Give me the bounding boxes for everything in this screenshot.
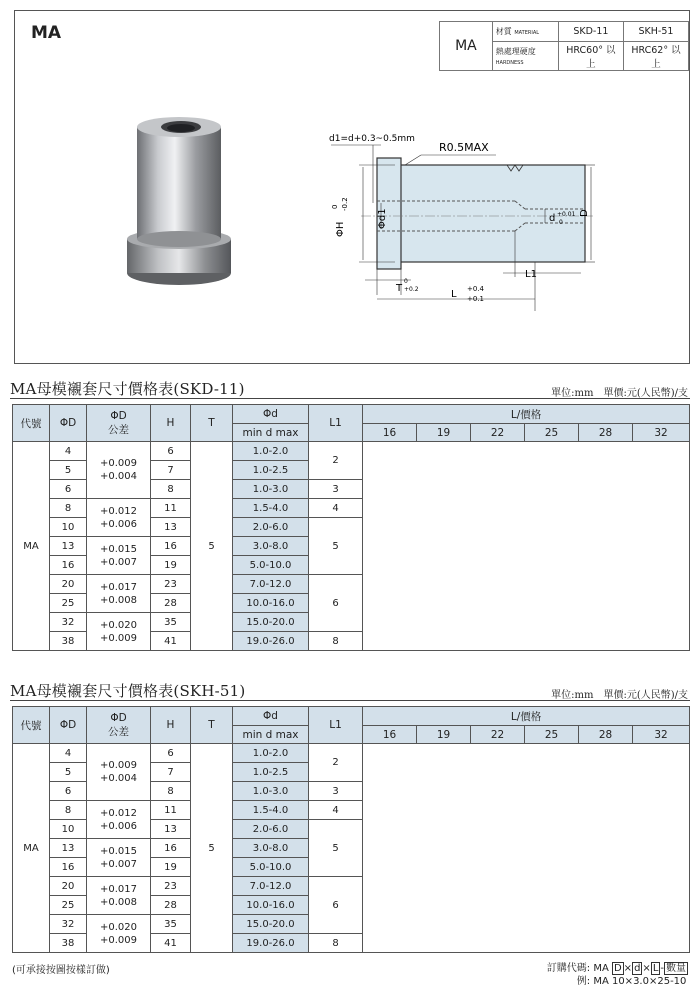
d-label: d <box>549 213 556 224</box>
order-code-block <box>547 962 688 988</box>
table2-rule <box>10 700 690 701</box>
cell-d: 5.0-10.0 <box>233 858 309 877</box>
cell-d: 1.0-2.5 <box>233 763 309 782</box>
cell-T: 5 <box>191 744 233 953</box>
cell-d: 19.0-26.0 <box>233 934 309 953</box>
cell-d: 10.0-16.0 <box>233 896 309 915</box>
cell-H: 11 <box>151 801 191 820</box>
cell-d: 3.0-8.0 <box>233 839 309 858</box>
cell-d: 1.0-2.0 <box>233 744 309 763</box>
price-table-skh51 <box>12 706 690 953</box>
cell-L1: 3 <box>309 782 363 801</box>
product-code: MA <box>31 23 62 43</box>
hardness-label: 熱處理硬度 HARDNESS <box>492 42 558 71</box>
cell-D: 38 <box>50 632 87 651</box>
custom-order-note: (可承接按圖按樣訂做) <box>12 965 110 976</box>
H-label: ΦH <box>335 221 346 237</box>
price-area <box>363 442 690 651</box>
cell-L1: 2 <box>309 744 363 782</box>
cell-H: 13 <box>151 820 191 839</box>
svg-text:-0.2: -0.2 <box>341 197 349 211</box>
header-d: Φd <box>233 405 309 424</box>
cell-D: 4 <box>50 442 87 461</box>
cell-L1: 6 <box>309 575 363 632</box>
hardness-skd11: HRC60° 以上 <box>558 42 623 71</box>
cell-D: 13 <box>50 537 87 556</box>
cell-H: 6 <box>151 744 191 763</box>
cell-tol: +0.015 +0.007 <box>87 537 151 575</box>
header-L1: L1 <box>309 405 363 442</box>
material-label: 材質 MATERIAL <box>492 22 558 42</box>
header-L-16: 16 <box>363 424 417 442</box>
header-L-32: 32 <box>633 424 690 442</box>
T-label: T <box>396 283 403 294</box>
header-L-28: 28 <box>579 424 633 442</box>
cell-code: MA <box>13 442 50 651</box>
header-D-tol: ΦD 公差 <box>87 707 151 744</box>
header-H: H <box>151 707 191 744</box>
cell-D: 25 <box>50 896 87 915</box>
bushing-photo <box>119 111 234 301</box>
header-D: ΦD <box>50 707 87 744</box>
cell-H: 28 <box>151 896 191 915</box>
cell-tol: +0.017 +0.008 <box>87 877 151 915</box>
cell-H: 41 <box>151 632 191 651</box>
d1-label: Φd1 <box>377 208 388 229</box>
header-L-28: 28 <box>579 726 633 744</box>
price-area <box>363 744 690 953</box>
cell-d: 7.0-12.0 <box>233 575 309 594</box>
material-table-code: MA <box>440 22 493 71</box>
cell-D: 32 <box>50 915 87 934</box>
cell-D: 5 <box>50 763 87 782</box>
cell-tol: +0.009 +0.004 <box>87 442 151 499</box>
cell-H: 6 <box>151 442 191 461</box>
cell-d: 3.0-8.0 <box>233 537 309 556</box>
svg-text:0: 0 <box>404 278 408 285</box>
cell-d: 7.0-12.0 <box>233 877 309 896</box>
cell-H: 28 <box>151 594 191 613</box>
header-d-sub: min d max <box>233 424 309 442</box>
cell-H: 11 <box>151 499 191 518</box>
cell-D: 10 <box>50 820 87 839</box>
svg-text:+0.4: +0.4 <box>467 285 484 293</box>
cell-d: 15.0-20.0 <box>233 613 309 632</box>
D-label: D <box>579 209 590 217</box>
header-D: ΦD <box>50 405 87 442</box>
cell-H: 19 <box>151 556 191 575</box>
svg-text:+0.01: +0.01 <box>557 211 576 218</box>
table1-rule <box>10 398 690 399</box>
cell-d: 2.0-6.0 <box>233 518 309 537</box>
header-L: L/價格 <box>363 707 690 726</box>
d1-note: d1=d+0.3~0.5mm <box>329 134 415 144</box>
cell-tol: +0.020 +0.009 <box>87 613 151 651</box>
cell-L1: 2 <box>309 442 363 480</box>
header-d: Φd <box>233 707 309 726</box>
cell-d: 2.0-6.0 <box>233 820 309 839</box>
cell-H: 7 <box>151 461 191 480</box>
header-code: 代號 <box>13 707 50 744</box>
cell-tol: +0.012 +0.006 <box>87 801 151 839</box>
cell-D: 38 <box>50 934 87 953</box>
header-T: T <box>191 707 233 744</box>
cell-D: 10 <box>50 518 87 537</box>
cell-D: 8 <box>50 499 87 518</box>
cell-D: 4 <box>50 744 87 763</box>
header-H: H <box>151 405 191 442</box>
header-code: 代號 <box>13 405 50 442</box>
table1-title: MA母模襯套尺寸價格表(SKD-11) <box>10 380 245 398</box>
grade-skh51: SKH-51 <box>623 22 688 42</box>
cell-code: MA <box>13 744 50 953</box>
cell-d: 1.0-2.5 <box>233 461 309 480</box>
header-D-tol: ΦD 公差 <box>87 405 151 442</box>
header-L-19: 19 <box>417 726 471 744</box>
cell-H: 8 <box>151 480 191 499</box>
cell-L1: 3 <box>309 480 363 499</box>
cell-d: 1.0-2.0 <box>233 442 309 461</box>
cell-H: 16 <box>151 537 191 556</box>
order-example-line: 例: MA 10×3.0×25-10 <box>576 976 687 987</box>
header-L-32: 32 <box>633 726 690 744</box>
cell-D: 25 <box>50 594 87 613</box>
cell-d: 1.5-4.0 <box>233 801 309 820</box>
cell-L1: 5 <box>309 820 363 877</box>
hardness-skh51: HRC62° 以上 <box>623 42 688 71</box>
header-T: T <box>191 405 233 442</box>
header-L-19: 19 <box>417 424 471 442</box>
cell-tol: +0.017 +0.008 <box>87 575 151 613</box>
cell-D: 13 <box>50 839 87 858</box>
material-table <box>439 21 689 71</box>
table2-title: MA母模襯套尺寸價格表(SKH-51) <box>10 682 246 700</box>
cell-L1: 4 <box>309 801 363 820</box>
cell-d: 1.5-4.0 <box>233 499 309 518</box>
cell-D: 20 <box>50 877 87 896</box>
table1-units: 單位:mm 單價:元(人民幣)/支 <box>551 388 688 399</box>
cell-tol: +0.009 +0.004 <box>87 744 151 801</box>
cell-tol: +0.020 +0.009 <box>87 915 151 953</box>
cell-d: 10.0-16.0 <box>233 594 309 613</box>
cell-D: 16 <box>50 556 87 575</box>
cell-H: 41 <box>151 934 191 953</box>
cell-L1: 6 <box>309 877 363 934</box>
order-code-line: 訂購代碼: MA D × d × L - 數量 <box>546 963 686 974</box>
cell-D: 20 <box>50 575 87 594</box>
cell-d: 15.0-20.0 <box>233 915 309 934</box>
cell-H: 19 <box>151 858 191 877</box>
header-d-sub: min d max <box>233 726 309 744</box>
table2-units: 單位:mm 單價:元(人民幣)/支 <box>551 690 688 701</box>
cell-D: 6 <box>50 782 87 801</box>
header-L-22: 22 <box>471 726 525 744</box>
cell-D: 32 <box>50 613 87 632</box>
cell-d: 1.0-3.0 <box>233 782 309 801</box>
cell-tol: +0.012 +0.006 <box>87 499 151 537</box>
header-L: L/價格 <box>363 405 690 424</box>
cell-L1: 5 <box>309 518 363 575</box>
cell-H: 35 <box>151 613 191 632</box>
cell-d: 19.0-26.0 <box>233 632 309 651</box>
cell-d: 5.0-10.0 <box>233 556 309 575</box>
svg-text:0: 0 <box>559 219 563 226</box>
cell-L1: 4 <box>309 499 363 518</box>
cell-H: 23 <box>151 575 191 594</box>
L1-label: L1 <box>525 269 537 280</box>
product-panel <box>14 10 690 364</box>
cell-d: 1.0-3.0 <box>233 480 309 499</box>
header-L-22: 22 <box>471 424 525 442</box>
header-L-16: 16 <box>363 726 417 744</box>
cell-H: 8 <box>151 782 191 801</box>
grade-skd11: SKD-11 <box>558 22 623 42</box>
cell-H: 23 <box>151 877 191 896</box>
header-L-25: 25 <box>525 424 579 442</box>
radius-note: R0.5MAX <box>439 141 489 154</box>
cell-L1: 8 <box>309 934 363 953</box>
cell-D: 16 <box>50 858 87 877</box>
cell-L1: 8 <box>309 632 363 651</box>
header-L1: L1 <box>309 707 363 744</box>
technical-drawing <box>311 125 601 325</box>
price-table-skd11 <box>12 404 690 651</box>
svg-text:+0.1: +0.1 <box>467 295 484 303</box>
L-label: L <box>451 289 457 300</box>
cell-H: 7 <box>151 763 191 782</box>
cell-H: 16 <box>151 839 191 858</box>
cell-D: 8 <box>50 801 87 820</box>
cell-H: 13 <box>151 518 191 537</box>
svg-text:0: 0 <box>331 204 339 209</box>
cell-T: 5 <box>191 442 233 651</box>
cell-H: 35 <box>151 915 191 934</box>
cell-tol: +0.015 +0.007 <box>87 839 151 877</box>
cell-D: 6 <box>50 480 87 499</box>
svg-text:+0.2: +0.2 <box>404 286 419 293</box>
header-L-25: 25 <box>525 726 579 744</box>
cell-D: 5 <box>50 461 87 480</box>
